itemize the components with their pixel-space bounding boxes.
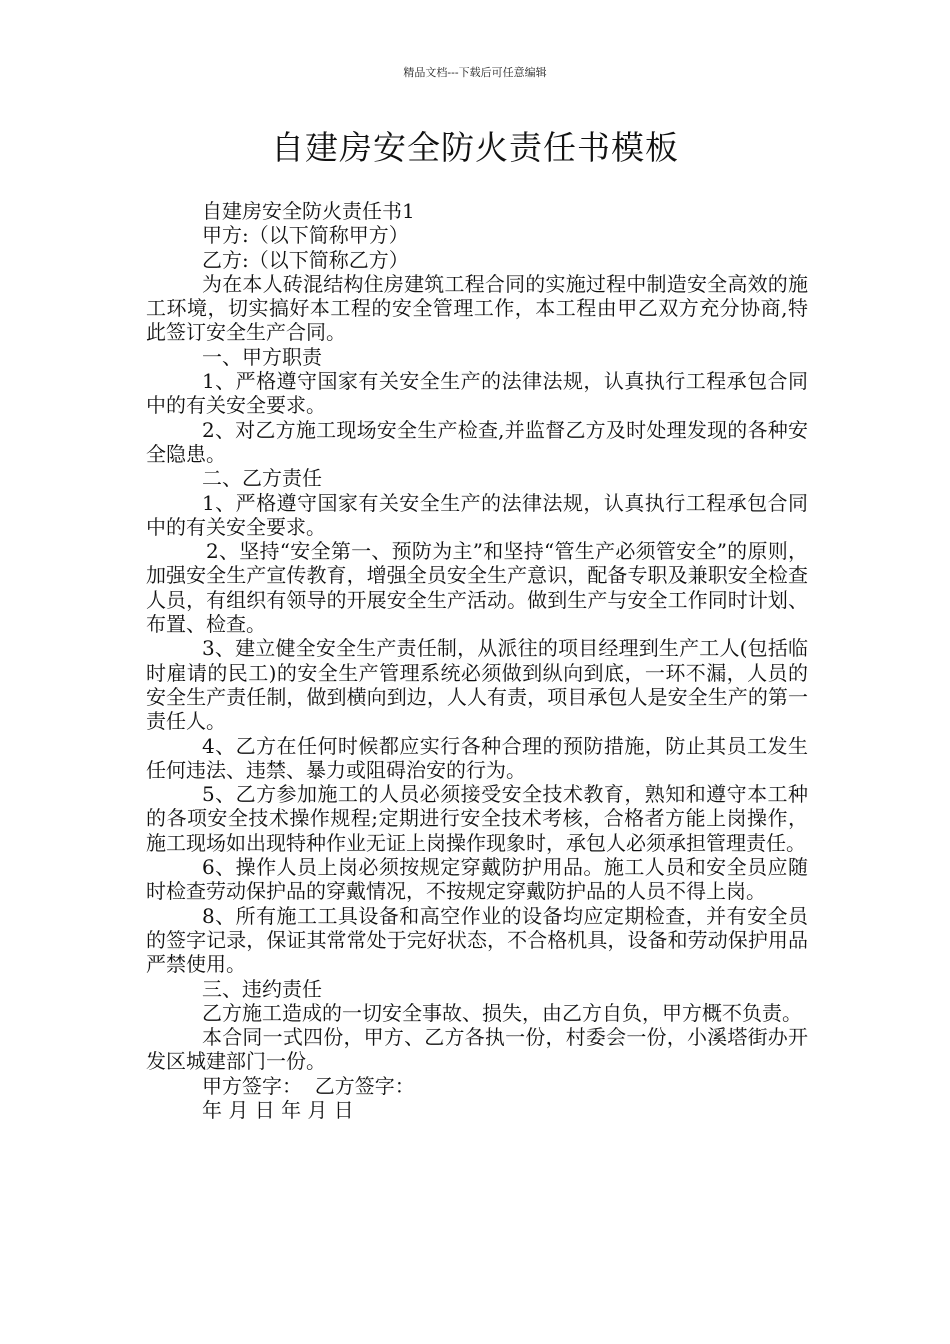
section2-item-1: 1、严格遵守国家有关安全生产的法律法规，认真执行工程承包合同中的有关安全要求。: [146, 490, 808, 539]
section2-item-5: 5、乙方参加施工的人员必须接受安全技术教育，熟知和遵守本工种的各项安全技术操作规程;定期进行安全技术考核，合格者方能上岗操作，施工现场如出现特种作业无证上岗操作现象时，承包人必须承担管理责任。: [146, 782, 808, 855]
section2-item-4: 4、乙方在任何时候都应实行各种合理的预防措施，防止其员工发生任何违法、违禁、暴力或阻碍治安的行为。: [146, 733, 808, 782]
section1-item-2: 2、对乙方施工现场安全生产检查,并监督乙方及时处理发现的各种安全隐患。: [146, 417, 808, 466]
section2-item-3: 3、建立健全安全生产责任制，从派往的项目经理到生产工人(包括临时雇请的民工)的安全生产管理系统必须做到纵向到底，一环不漏，人员的安全生产责任制，做到横向到边，人人有责，项目承包人是安全生产的第一责任人。: [146, 636, 808, 734]
document-body: [146, 199, 808, 1122]
section2-item-8: 8、所有施工工具设备和高空作业的设备均应定期检查，并有安全员的签字记录，保证其常常处于完好状态，不合格机具，设备和劳动保护用品严禁使用。: [146, 903, 808, 977]
section3-text: 乙方施工造成的一切安全事故、损失，由乙方自负，甲方概不负责。: [202, 1000, 802, 1025]
party-b-line: 乙方:（以下简称乙方）: [202, 247, 409, 272]
section2-item-6: 6、操作人员上岗必须按规定穿戴防护用品。施工人员和安全员应随时检查劳动保护品的穿戴情况，不按规定穿戴防护品的人员不得上岗。: [146, 855, 808, 904]
subtitle: 自建房安全防火责任书1: [202, 199, 415, 223]
section2-item-2: 2、坚持“安全第一、预防为主”和坚持“管生产必须管安全”的原则，加强安全生产宣传教育，增强全员安全生产意识，配备专职及兼职安全检查人员，有组织有领导的开展安全生产活动。做到生产与安全工作同时计划、布置、检查。: [146, 539, 808, 637]
party-a-line: 甲方:（以下简称甲方）: [202, 223, 409, 248]
section1-item-1: 1、严格遵守国家有关安全生产的法律法规，认真执行工程承包合同中的有关安全要求。: [146, 369, 808, 418]
copies-paragraph: 本合同一式四份，甲方、乙方各执一份，村委会一份，小溪塔街办开发区城建部门一份。: [146, 1025, 808, 1074]
document-title: 自建房安全防火责任书模板: [271, 128, 679, 167]
section1-heading: 一、甲方职责: [202, 344, 322, 369]
section3-heading: 三、违约责任: [202, 976, 322, 1001]
intro-paragraph: 为在本人砖混结构住房建筑工程合同的实施过程中制造安全高效的施工环境，切实搞好本工程的安全管理工作，本工程由甲乙双方充分协商,特此签订安全生产合同。: [146, 271, 808, 345]
section2-heading: 二、乙方责任: [202, 466, 322, 491]
header-note: 精品文档---下载后可任意编辑: [403, 66, 547, 79]
signature-line: 甲方签字： 乙方签字：: [202, 1073, 415, 1098]
date-line: 年 月 日 年 月 日: [202, 1097, 354, 1122]
